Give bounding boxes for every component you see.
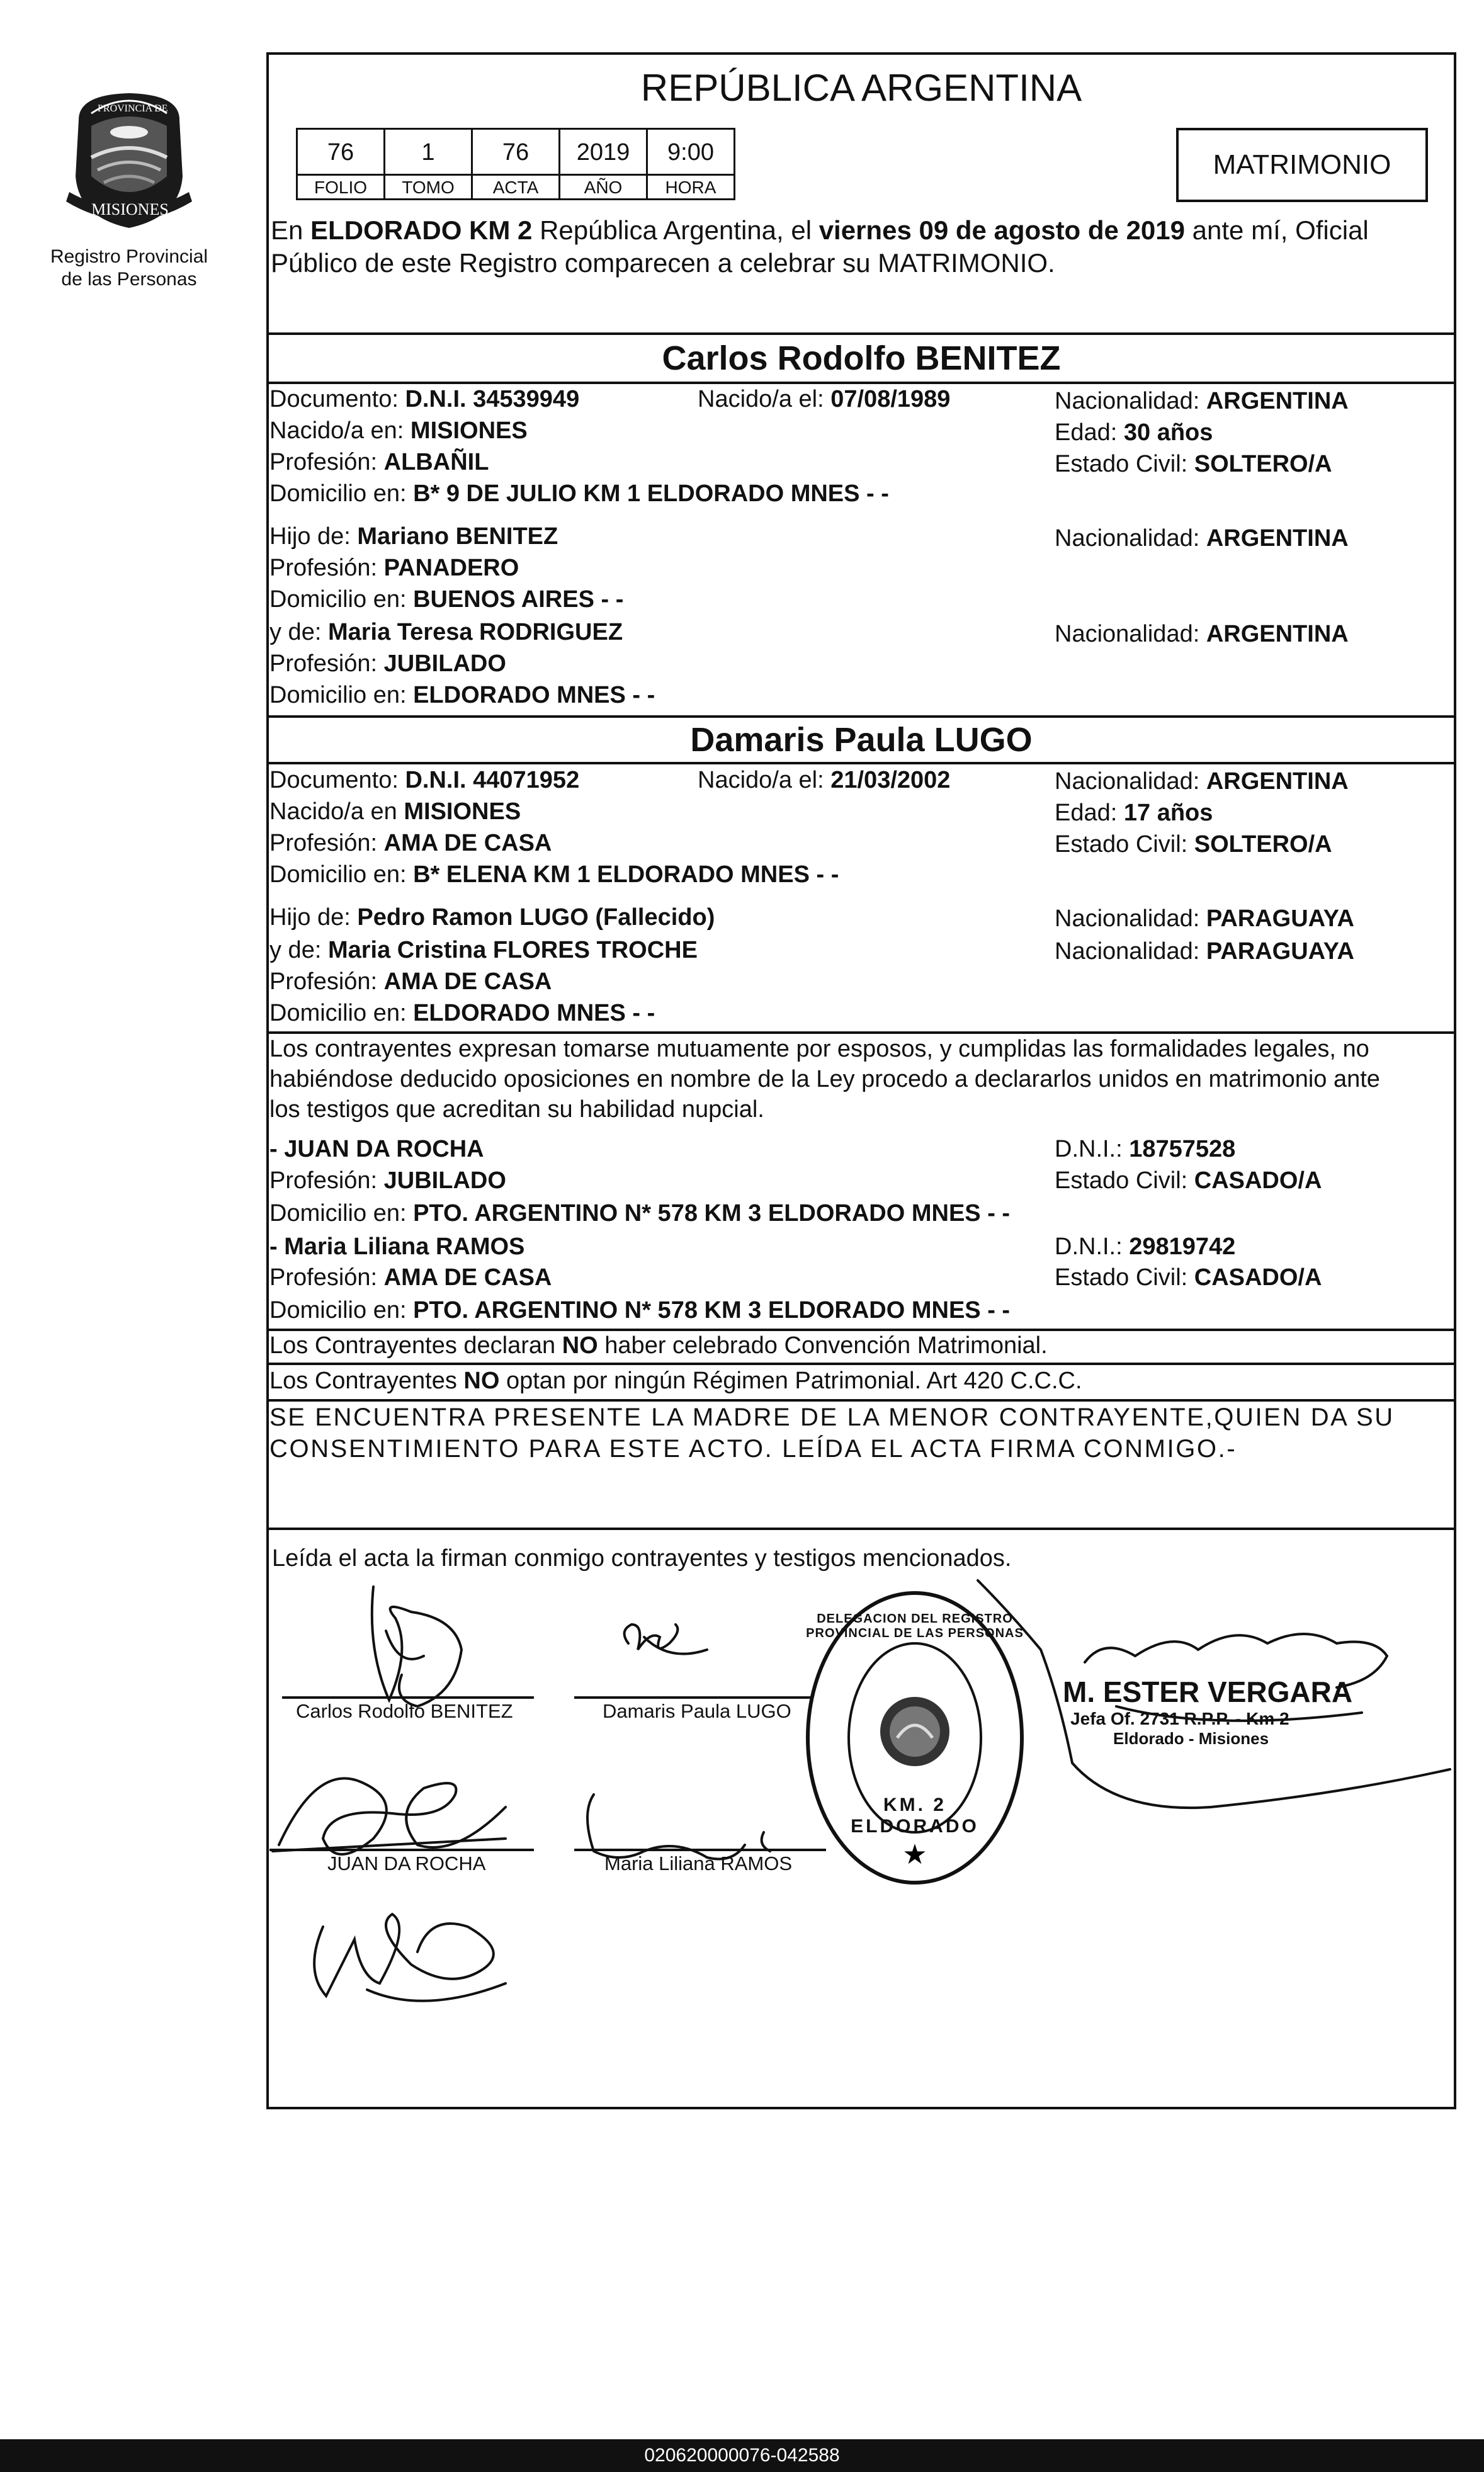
p1-father-profession: Profesión: PANADERO (269, 555, 519, 581)
sig-line-2 (574, 1696, 813, 1699)
p1-born: Nacido/a el: 07/08/1989 (698, 386, 951, 412)
officer-stamp (1063, 1675, 1352, 1748)
witness2-profession: Profesión: AMA DE CASA (269, 1264, 552, 1291)
p1-document: Documento: D.N.I. 34539949 (269, 386, 580, 412)
person1-name: Carlos Rodolfo BENITEZ (662, 339, 1061, 377)
p1-mother-profession: Profesión: JUBILADO (269, 650, 506, 677)
doc-type-box (1176, 128, 1428, 202)
p2-father: Hijo de: Pedro Ramon LUGO (Fallecido) (269, 904, 715, 931)
p1-father-nationality: Nacionalidad: ARGENTINA (1055, 525, 1349, 552)
tomo-label: TOMO (402, 178, 455, 197)
logo-top-text: PROVINCIA DE (98, 103, 168, 114)
note-line1: SE ENCUENTRA PRESENTE LA MADRE DE LA MENOR CONTRAYENTE,QUIEN DA SU (269, 1403, 1395, 1431)
ano-label: AÑO (584, 178, 623, 197)
acta-label: ACTA (492, 178, 539, 197)
tomo-value: 1 (421, 139, 435, 166)
witness2-name: - Maria Liliana RAMOS (269, 1233, 525, 1260)
officer-name: M. ESTER VERGARA (1063, 1675, 1353, 1708)
logo-caption-line1: Registro Provincial (50, 246, 208, 267)
witness1-dni: D.N.I.: 18757528 (1055, 1136, 1236, 1162)
province-logo (54, 82, 205, 239)
declaration-line3: los testigos que acreditan su habilidad nupcial. (269, 1096, 764, 1123)
logo-caption-line2: de las Personas (61, 269, 197, 290)
witness1-address: Domicilio en: PTO. ARGENTINO N* 578 KM 3 ELDORADO MNES - - (269, 1200, 1011, 1227)
p1-mother-address: Domicilio en: ELDORADO MNES - - (269, 682, 655, 708)
witness1-civil-status: Estado Civil: CASADO/A (1055, 1167, 1322, 1194)
p1-age: Edad: 30 años (1055, 419, 1213, 446)
acta-value: 76 (502, 139, 530, 166)
divider (266, 332, 1456, 335)
note-line2: CONSENTIMIENTO PARA ESTE ACTO. LEÍDA EL ACTA FIRMA CONMIGO.- (269, 1435, 1237, 1463)
declaration-line1: Los contrayentes expresan tomarse mutuamente por esposos, y cumplidas las formalidades legales, no (269, 1036, 1369, 1062)
witness2-dni: D.N.I.: 29819742 (1055, 1233, 1236, 1260)
sig-label-4: Maria Liliana RAMOS (604, 1852, 793, 1874)
seal-inner-text: KM. 2 ELDORADO (851, 1794, 979, 1837)
doc-type: MATRIMONIO (1213, 149, 1391, 180)
intro-line2: Público de este Registro comparecen a celebrar su MATRIMONIO. (271, 248, 1055, 278)
logo-caption (25, 246, 233, 291)
p2-profession: Profesión: AMA DE CASA (269, 830, 552, 856)
divider (266, 382, 1456, 384)
p2-mother: y de: Maria Cristina FLORES TROCHE (269, 937, 698, 963)
p1-profession: Profesión: ALBAÑIL (269, 449, 489, 475)
p2-born: Nacido/a el: 21/03/2002 (698, 767, 951, 793)
divider (266, 1528, 1456, 1530)
sig-label-1: Carlos Rodolfo BENITEZ (296, 1700, 513, 1722)
sig-line-4 (574, 1849, 826, 1851)
folio-label: FOLIO (314, 178, 367, 197)
p2-birthplace: Nacido/a en MISIONES (269, 798, 521, 825)
sig-label-2: Damaris Paula LUGO (603, 1700, 791, 1722)
witness2-civil-status: Estado Civil: CASADO/A (1055, 1264, 1322, 1291)
sig-line-3 (269, 1849, 534, 1851)
signatures-intro: Leída el acta la firman conmigo contrayentes y testigos mencionados. (272, 1545, 1012, 1572)
hora-label: HORA (665, 178, 717, 197)
svg-text:★: ★ (902, 1839, 927, 1870)
folio-value: 76 (327, 139, 354, 166)
p2-age: Edad: 17 años (1055, 800, 1213, 826)
intro-line1: En ELDORADO KM 2 República Argentina, el viernes 09 de agosto de 2019 ante mí, Oficial (271, 215, 1369, 245)
p1-civil-status: Estado Civil: SOLTERO/A (1055, 451, 1332, 477)
p2-mother-nationality: Nacionalidad: PARAGUAYA (1055, 938, 1354, 965)
seal-outer-text: DELEGACION DEL REGISTRO PROVINCIAL DE LAS PERSONAS (806, 1612, 1024, 1640)
ano-value: 2019 (576, 139, 630, 166)
p1-birthplace: Nacido/a en: MISIONES (269, 417, 528, 444)
p2-nationality: Nacionalidad: ARGENTINA (1055, 768, 1349, 795)
divider (266, 762, 1456, 764)
p1-father: Hijo de: Mariano BENITEZ (269, 523, 558, 550)
page-title: REPÚBLICA ARGENTINA (640, 67, 1082, 109)
p1-mother: y de: Maria Teresa RODRIGUEZ (269, 619, 623, 645)
regime-statement: Los Contrayentes NO optan por ningún Régimen Patrimonial. Art 420 C.C.C. (269, 1368, 1082, 1394)
p2-civil-status: Estado Civil: SOLTERO/A (1055, 831, 1332, 858)
officer-location: Eldorado - Misiones (1113, 1729, 1269, 1748)
p1-address: Domicilio en: B* 9 DE JULIO KM 1 ELDORADO MNES - - (269, 480, 889, 507)
witness1-profession: Profesión: JUBILADO (269, 1167, 506, 1194)
officer-title: Jefa Of. 2731 R.P.P. - Km 2 (1070, 1709, 1289, 1728)
p1-mother-nationality: Nacionalidad: ARGENTINA (1055, 621, 1349, 647)
p2-address: Domicilio en: B* ELENA KM 1 ELDORADO MNES - - (269, 861, 839, 888)
p1-father-address: Domicilio en: BUENOS AIRES - - (269, 586, 624, 613)
divider (266, 1363, 1456, 1365)
convention-statement: Los Contrayentes declaran NO haber celebrado Convención Matrimonial. (269, 1332, 1048, 1359)
witness1-name: - JUAN DA ROCHA (269, 1136, 484, 1162)
logo-bottom-text: MISIONES (91, 200, 169, 218)
divider (266, 1031, 1456, 1034)
p2-document: Documento: D.N.I. 44071952 (269, 767, 580, 793)
p2-mother-profession: Profesión: AMA DE CASA (269, 968, 552, 995)
divider (266, 1399, 1456, 1402)
p1-nationality: Nacionalidad: ARGENTINA (1055, 388, 1349, 414)
p2-mother-address: Domicilio en: ELDORADO MNES - - (269, 1000, 655, 1026)
hora-value: 9:00 (667, 139, 714, 166)
p2-father-nationality: Nacionalidad: PARAGUAYA (1055, 905, 1354, 932)
barcode-footer: 020620000076-042588 (0, 2439, 1484, 2472)
sig-line-1 (282, 1696, 534, 1699)
person2-name: Damaris Paula LUGO (690, 721, 1033, 759)
declaration-line2: habiéndose deducido oposiciones en nombre de la Ley procedo a declararlos unidos en matrimonio ante (269, 1066, 1380, 1092)
witness2-address: Domicilio en: PTO. ARGENTINO N* 578 KM 3 ELDORADO MNES - - (269, 1297, 1011, 1324)
sig-label-3: JUAN DA ROCHA (327, 1852, 486, 1874)
registry-seal (803, 1587, 1027, 1889)
